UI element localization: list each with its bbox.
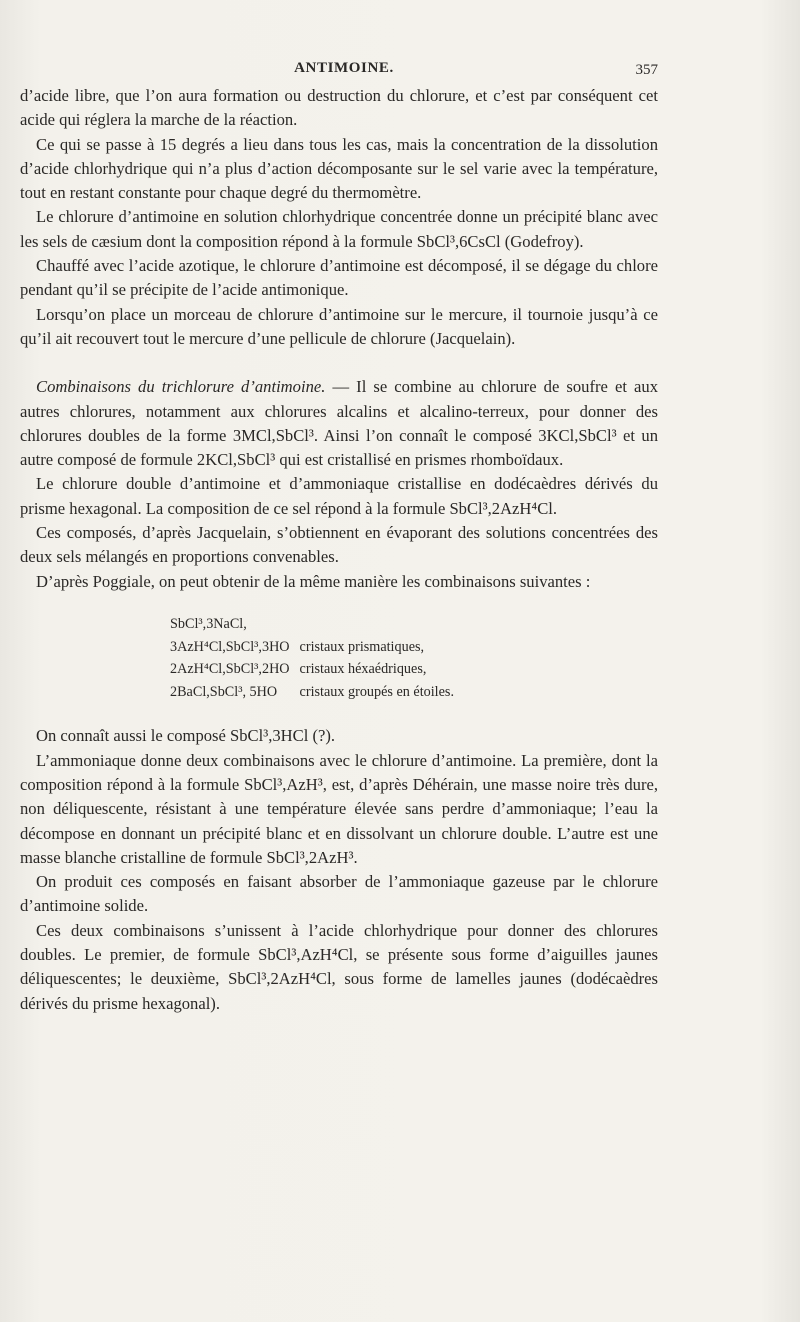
paragraph: Lorsqu’on place un morceau de chlorure d’antimoine sur le mercure, il tournoie jusqu’à ce qu’il ait recouvert tout le mercure d’une pellicule de chlorure (Jacquelain). bbox=[20, 304, 658, 348]
paragraph: On produit ces composés en faisant absorber de l’ammoniaque gazeuse par le chlorure d’antimoine solide. bbox=[20, 872, 658, 916]
section-paragraph bbox=[20, 375, 658, 472]
compound-description: cristaux groupés en étoiles. bbox=[299, 683, 454, 700]
paragraph: Ces deux combinaisons s’unissent à l’acide chlorhydrique pour donner des chlorures doubles. Le premier, de formule SbCl³,AzH⁴Cl, se présente sous forme d’aiguilles jaunes déliquescentes; le deuxième, SbCl³,2AzH⁴Cl, sous forme de lamelles jaunes (dodécaèdres dérivés du prisme hexagonal). bbox=[20, 920, 658, 1013]
section-text: — Il se combine au chlorure de soufre et aux autres chlorures, notamment aux chlorures alcalins et alcalino-terreux, pour donner des chlorures doubles de la forme 3MCl,SbCl³. Ainsi l’on connaît le composé 3KCl,SbCl³ et un autre composé de formule 2KCl,SbCl³ qui est cristallisé en prismes rhomboïdaux. bbox=[20, 377, 658, 470]
paragraph: d’acide libre, que l’on aura formation ou destruction du chlorure, et c’est par conséquent cet acide qui réglera la marche de la réaction. bbox=[20, 86, 658, 130]
paragraph: D’après Poggiale, on peut obtenir de la même manière les combinaisons suivantes : bbox=[36, 571, 591, 591]
page-number: 357 bbox=[635, 62, 658, 78]
compound-row bbox=[170, 658, 658, 681]
compound-formula: 3AzH⁴Cl,SbCl³,3HO bbox=[170, 638, 290, 655]
compound-row bbox=[170, 681, 658, 704]
page-header bbox=[30, 56, 658, 82]
compound-formula: SbCl³,3NaCl, bbox=[170, 615, 247, 632]
paragraph: Ces composés, d’après Jacquelain, s’obtiennent en évaporant des solutions concentrées des deux sels mélangés en proportions convenables. bbox=[20, 523, 658, 567]
paragraph: On connaît aussi le composé SbCl³,3HCl (?). bbox=[36, 726, 336, 746]
paragraph: Le chlorure double d’antimoine et d’ammoniaque cristallise en dodécaèdres dérivés du prisme hexagonal. La composition de ce sel répond à la formule SbCl³,2AzH⁴Cl. bbox=[20, 474, 658, 518]
paragraph: Ce qui se passe à 15 degrés a lieu dans tous les cas, mais la concentration de la dissolution d’acide chlorhydrique qui n’a plus d’action décomposante sur le sel varie avec la température, tout en restant constante pour chaque degré du thermomètre. bbox=[20, 134, 658, 203]
section-heading: Combinaisons du trichlorure d’antimoine. bbox=[36, 377, 326, 397]
paragraph: Chauffé avec l’acide azotique, le chlorure d’antimoine est décomposé, il se dégage du chlore pendant qu’il se précipite de l’acide antimonique. bbox=[20, 256, 658, 300]
running-title: ANTIMOINE. bbox=[294, 60, 394, 76]
compound-list bbox=[170, 613, 658, 703]
compound-description: cristaux héxaédriques, bbox=[299, 661, 427, 678]
compound-formula: 2AzH⁴Cl,SbCl³,2HO bbox=[170, 661, 290, 678]
compound-row bbox=[170, 613, 658, 636]
section-gap bbox=[20, 351, 658, 375]
paragraph: Le chlorure d’antimoine en solution chlorhydrique concentrée donne un précipité blanc avec les sels de cæsium dont la composition répond à la formule SbCl³,6CsCl (Godefroy). bbox=[20, 207, 658, 251]
page-body bbox=[20, 84, 658, 1016]
compound-row bbox=[170, 636, 658, 659]
compound-description: cristaux prismatiques, bbox=[299, 638, 425, 655]
compound-formula: 2BaCl,SbCl³, 5HO bbox=[170, 683, 278, 700]
paragraph: L’ammoniaque donne deux combinaisons avec le chlorure d’antimoine. La première, dont la composition répond à la formule SbCl³,AzH³, est, d’après Déhérain, une masse noire très dure, non déliquescente, résistant à une température élevée sans perdre d’ammoniaque; l’eau la décompose en donnant un précipité blanc et en dissolvant un chlorure double. L’autre est une masse blanche cristalline de formule SbCl³,2AzH³. bbox=[20, 750, 658, 867]
